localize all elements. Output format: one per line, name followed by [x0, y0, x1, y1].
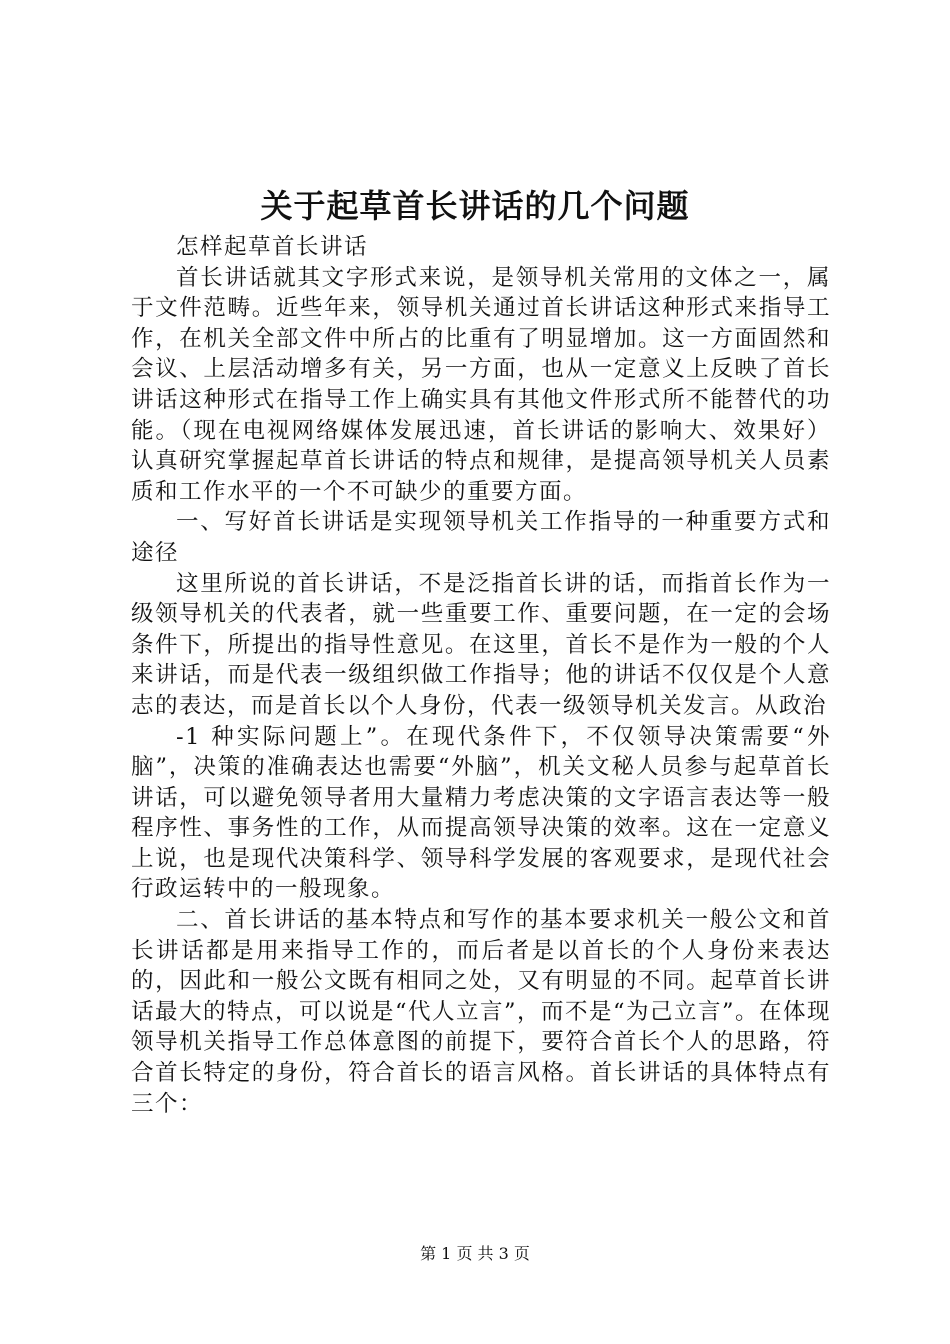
body-paragraph: 二、首长讲话的基本特点和写作的基本要求机关一般公文和首长讲话都是用来指导工作的，而后者是以首长的个人身份来表达的，因此和一般公文既有相同之处，又有明显的不同。起草首长讲话最大的特点，可以说是“代人立言”，而不是“为己立言”。在体现领导机关指导工作总体意图的前提下，要符合首长个人的思路，符合首长特定的身份，符合首长的语言风格。首长讲话的具体特点有三个：: [131, 907, 832, 1117]
document-body: [131, 232, 831, 1119]
body-paragraph: -1 种实际问题上”。在现代条件下，不仅领导决策需要“外脑”，决策的准确表达也需要“外脑”，机关文秘人员参与起草首长讲话，可以避免领导者用大量精力考虑决策的文字语言表达等一般程序性、事务性的工作，从而提高领导决策的效率。这在一定意义上说，也是现代决策科学、领导科学发展的客观要求，是现代社会行政运转中的一般现象。: [131, 723, 831, 903]
document-title: 关于起草首长讲话的几个问题: [260, 187, 690, 225]
body-paragraph: 这里所说的首长讲话，不是泛指首长讲的话，而指首长作为一级领导机关的代表者，就一些重要工作、重要问题，在一定的会场条件下，所提出的指导性意见。在这里，首长不是作为一般的个人来讲话，而是代表一级组织做工作指导；他的讲话不仅仅是个人意志的表达，而是首长以个人身份，代表一级领导机关发言。从政治: [131, 570, 831, 719]
page-footer: 第 1 页 共 3 页: [420, 1244, 530, 1263]
body-paragraph: 一、写好首长讲话是实现领导机关工作指导的一种重要方式和途径: [131, 509, 831, 566]
body-paragraph: 怎样起草首长讲话: [176, 234, 369, 260]
body-paragraph: 首长讲话就其文字形式来说，是领导机关常用的文体之一，属于文件范畴。近些年来，领导机关通过首长讲话这种形式来指导工作，在机关全部文件中所占的比重有了明显增加。这一方面固然和会议、上层活动增多有关，另一方面，也从一定意义上反映了首长讲话这种形式在指导工作上确实具有其他文件形式所不能替代的功能。（现在电视网络媒体发展迅速，首长讲话的影响大、效果好）认真研究掌握起草首长讲话的特点和规律，是提高领导机关人员素质和工作水平的一个不可缺少的重要方面。: [131, 264, 831, 505]
